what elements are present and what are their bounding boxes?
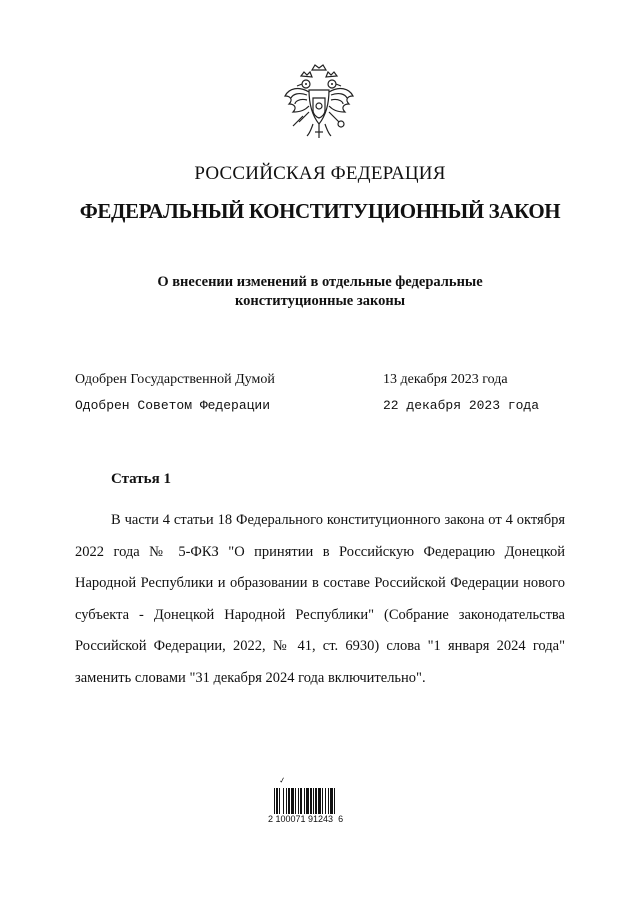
- approval-date: 13 декабря 2023 года: [383, 372, 508, 387]
- approval-body: Одобрен Государственной Думой: [75, 372, 275, 387]
- law-title: [130, 273, 510, 311]
- law-type-heading: ФЕДЕРАЛЬНЫЙ КОНСТИТУЦИОННЫЙ ЗАКОН: [79, 199, 561, 223]
- barcode-number: 2 100071 91243 6: [268, 814, 344, 824]
- approval-date: 22 декабря 2023 года: [383, 398, 540, 413]
- country-name: РОССИЙСКАЯ ФЕДЕРАЦИЯ: [194, 163, 446, 184]
- barcode-icon: [274, 788, 366, 814]
- article-text: В части 4 статьи 18 Федерального конституционного закона от 4 октября 2022 года № 5-ФКЗ "О принятии в Российскую Федерацию Донецкой Народной Республики и образовании в составе Российской Федерации нового субъекта - Донецкой Народной Республики" (Собрание законодательства Российской Федерации, 2022, № 41, ст. 6930) слова "1 января 2024 года" заменить словами "31 декабря 2024 года включительно".: [75, 512, 565, 686]
- approval-row: [75, 372, 555, 398]
- approval-body: Одобрен Советом Федерации: [75, 398, 271, 413]
- article-heading: Статья 1: [111, 471, 171, 487]
- law-title-line-2: конституционные законы: [234, 293, 406, 309]
- law-title-line-1: О внесении изменений в отдельные федеральные: [157, 274, 483, 290]
- approval-row: [75, 398, 555, 424]
- barcode-stamp-icon: ✓: [278, 775, 287, 786]
- coat-of-arms-emblem-icon: [279, 62, 359, 152]
- approvals-block: [75, 372, 555, 424]
- barcode: [268, 776, 372, 828]
